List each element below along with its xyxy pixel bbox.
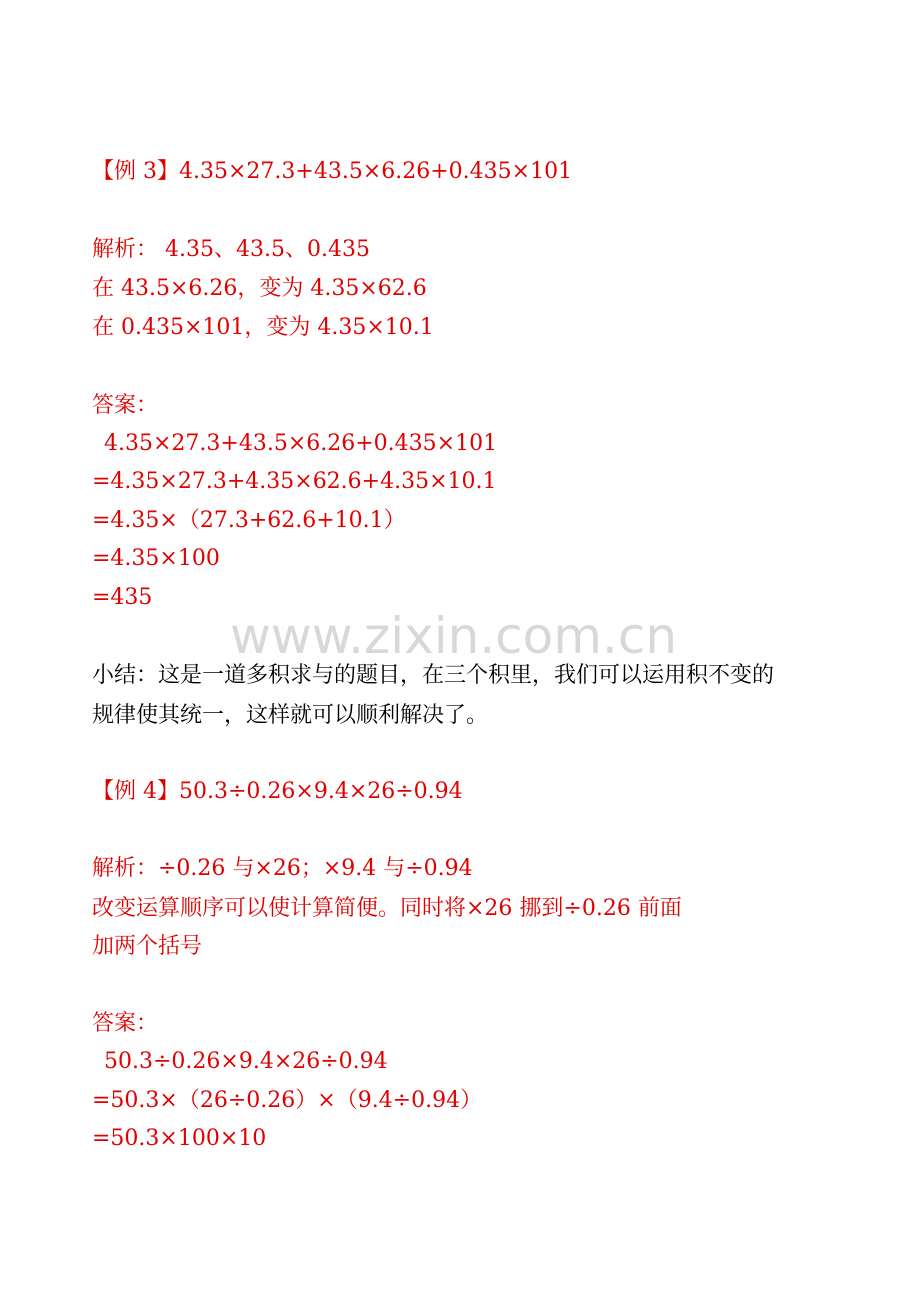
example-4-step-1: 50.3÷0.26×9.4×26÷0.94 — [104, 1049, 388, 1074]
example-3-summary-line-1: 小结：这是一道多积求与的题目，在三个积里，我们可以运用积不变的 — [92, 663, 775, 688]
example-3-analysis-line-1: 解析： 4.35、43.5、0.435 — [92, 237, 370, 262]
example-3-step-5: =435 — [92, 585, 153, 610]
example-3-step-2: =4.35×27.3+4.35×62.6+4.35×10.1 — [92, 469, 497, 494]
example-3-step-4: =4.35×100 — [92, 546, 220, 571]
example-3-title: 【例 3】4.35×27.3+43.5×6.26+0.435×101 — [92, 159, 573, 184]
example-3-step-3: =4.35×（27.3+62.6+10.1） — [92, 508, 406, 533]
example-4-analysis-line-2: 改变运算顺序可以使计算简便。同时将×26 挪到÷0.26 前面 — [92, 896, 682, 921]
example-3-summary-line-2: 规律使其统一，这样就可以顺利解决了。 — [92, 703, 489, 728]
example-4-step-3: =50.3×100×10 — [92, 1126, 267, 1151]
example-3-analysis-line-3: 在 0.435×101，变为 4.35×10.1 — [92, 315, 434, 340]
example-3-step-1: 4.35×27.3+43.5×6.26+0.435×101 — [104, 431, 498, 456]
example-4-analysis-line-3: 加两个括号 — [92, 934, 203, 959]
example-4-analysis-line-1: 解析：÷0.26 与×26；×9.4 与÷0.94 — [92, 856, 473, 881]
watermark-text: www.zixin.com.cn — [230, 607, 678, 665]
example-4-step-2: =50.3×（26÷0.26）×（9.4÷0.94） — [92, 1088, 483, 1113]
example-4-title: 【例 4】50.3÷0.26×9.4×26÷0.94 — [92, 779, 463, 804]
example-3-analysis-line-2: 在 43.5×6.26，变为 4.35×62.6 — [92, 276, 427, 301]
example-4-answer-label: 答案： — [92, 1011, 159, 1036]
example-3-answer-label: 答案： — [92, 393, 159, 418]
